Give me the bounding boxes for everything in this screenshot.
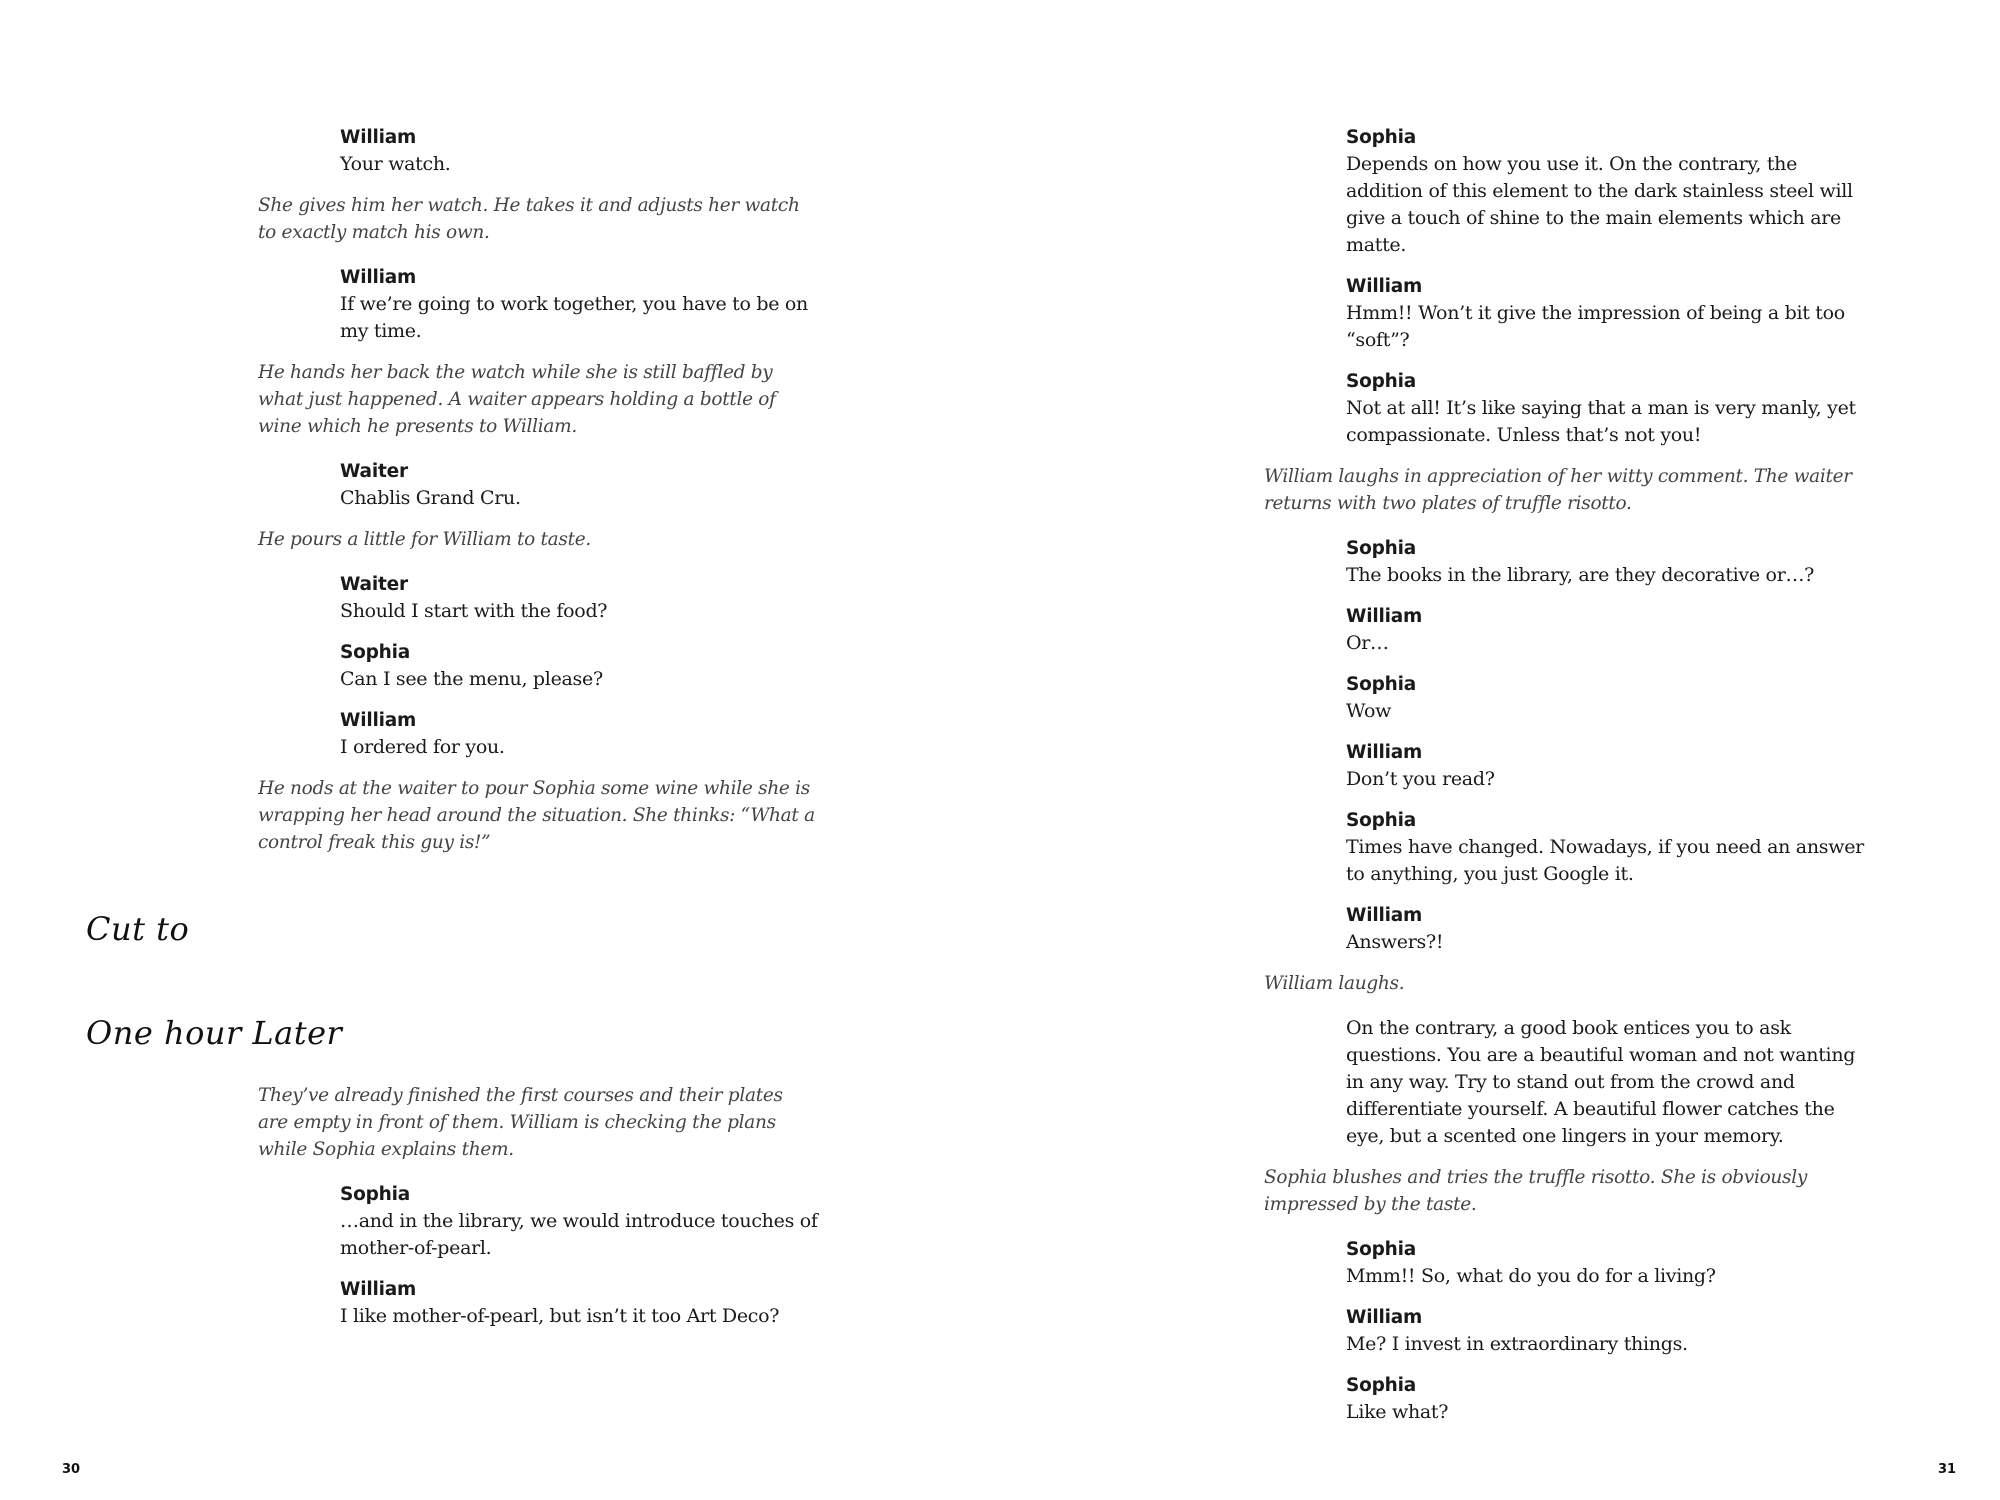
action-description: William laughs in appreciation of her witty comment. The waiter returns with two plates of truffle risotto.	[1264, 466, 1852, 514]
speaker-name: Sophia	[1346, 371, 1417, 392]
dialogue-block	[340, 264, 818, 345]
dialogue-line: Should I start with the food?	[340, 600, 608, 622]
dialogue-line: Mmm!! So, what do you do for a living?	[1346, 1265, 1716, 1287]
dialogue-block	[1346, 1015, 1864, 1150]
action-description: He pours a little for William to taste.	[258, 529, 591, 550]
dialogue-block	[340, 124, 818, 178]
speaker-name: Sophia	[1346, 674, 1417, 695]
speaker-name: William	[1346, 1307, 1423, 1328]
dialogue-line: …and in the library, we would introduce touches of mother-of-pearl.	[340, 1210, 818, 1259]
speaker-name: William	[1346, 742, 1423, 763]
dialogue-line: Chablis Grand Cru.	[340, 487, 521, 509]
dialogue-line: Or…	[1346, 632, 1389, 654]
speaker-name: Waiter	[340, 574, 408, 595]
speaker-name: William	[1346, 276, 1423, 297]
dialogue-line: Not at all! It’s like saying that a man is very manly, yet compassionate. Unless that’s not you!	[1346, 397, 1856, 446]
dialogue-line: I ordered for you.	[340, 736, 505, 758]
action-description: He nods at the waiter to pour Sophia some wine while she is wrapping her head around the situation. She thinks: “What a control freak this guy is!”	[258, 778, 815, 853]
dialogue-block	[1346, 273, 1864, 354]
dialogue-line: Your watch.	[340, 153, 451, 175]
page-number-left: 30	[62, 1462, 81, 1477]
dialogue-line: Me? I invest in extraordinary things.	[1346, 1333, 1688, 1355]
dialogue-block	[1346, 739, 1864, 793]
dialogue-block	[340, 458, 818, 512]
dialogue-line: Depends on how you use it. On the contrary, the addition of this element to the dark stainless steel will give a touch of shine to the main elements which are matte.	[1346, 153, 1853, 256]
speaker-name: Sophia	[1346, 810, 1417, 831]
speaker-name: Sophia	[1346, 127, 1417, 148]
left-script-column	[258, 124, 818, 874]
dialogue-line: Can I see the menu, please?	[340, 668, 603, 690]
dialogue-line: Answers?!	[1346, 931, 1444, 953]
speaker-name: William	[340, 1279, 417, 1300]
dialogue-line: Times have changed. Nowadays, if you need an answer to anything, you just Google it.	[1346, 836, 1864, 885]
action-description: Sophia blushes and tries the truffle risotto. She is obviously impressed by the taste.	[1264, 1167, 1808, 1215]
action-description: He hands her back the watch while she is still baffled by what just happened. A waiter appears holding a bottle of wine which he presents to William.	[258, 362, 776, 437]
dialogue-block	[340, 707, 818, 761]
right-page	[1000, 0, 2000, 1500]
dialogue-line: Don’t you read?	[1346, 768, 1495, 790]
speaker-name: William	[1346, 606, 1423, 627]
dialogue-line: Hmm!! Won’t it give the impression of being a bit too “soft”?	[1346, 302, 1845, 351]
heading-one-hour-later: One hour Later	[86, 1014, 343, 1052]
speaker-name: William	[340, 127, 417, 148]
dialogue-block	[340, 1181, 818, 1262]
speaker-name: Sophia	[340, 642, 411, 663]
speaker-name: William	[1346, 905, 1423, 926]
dialogue-block	[1346, 603, 1864, 657]
heading-cut-to: Cut to	[86, 910, 190, 948]
dialogue-line: I like mother-of-pearl, but isn’t it too Art Deco?	[340, 1305, 780, 1327]
speaker-name: William	[340, 267, 417, 288]
dialogue-line: Wow	[1346, 700, 1392, 722]
dialogue-block	[340, 571, 818, 625]
dialogue-line: On the contrary, a good book entices you to ask questions. You are a beautiful woman and not wanting in any way. Try to stand out from the crowd and differentiate yourself. A beautiful flower catches the eye, but a scented one lingers in your memory.	[1346, 1017, 1856, 1147]
dialogue-block	[1346, 1236, 1864, 1290]
dialogue-block	[1346, 1372, 1864, 1426]
speaker-name: Sophia	[1346, 1375, 1417, 1396]
dialogue-block	[340, 1276, 818, 1330]
speaker-name: Sophia	[1346, 538, 1417, 559]
dialogue-line: Like what?	[1346, 1401, 1449, 1423]
dialogue-block	[1346, 902, 1864, 956]
action-description: They’ve already finished the first courses and their plates are empty in front of them. William is checking the plans while Sophia explains them.	[258, 1085, 783, 1160]
dialogue-line: If we’re going to work together, you have to be on my time.	[340, 293, 808, 342]
dialogue-block	[1346, 671, 1864, 725]
speaker-name: Waiter	[340, 461, 408, 482]
action-description: She gives him her watch. He takes it and adjusts her watch to exactly match his own.	[258, 195, 800, 243]
dialogue-block	[340, 639, 818, 693]
speaker-name: Sophia	[340, 1184, 411, 1205]
dialogue-block	[1346, 124, 1864, 259]
dialogue-block	[1346, 368, 1864, 449]
dialogue-block	[1346, 535, 1864, 589]
page-number-right: 31	[1938, 1462, 1957, 1477]
dialogue-block	[1346, 1304, 1864, 1358]
left-script-column-after	[258, 1082, 818, 1344]
speaker-name: William	[340, 710, 417, 731]
speaker-name: Sophia	[1346, 1239, 1417, 1260]
right-script-column	[1264, 124, 1864, 1440]
dialogue-block	[1346, 807, 1864, 888]
action-description: William laughs.	[1264, 973, 1405, 994]
dialogue-line: The books in the library, are they decorative or…?	[1346, 564, 1815, 586]
